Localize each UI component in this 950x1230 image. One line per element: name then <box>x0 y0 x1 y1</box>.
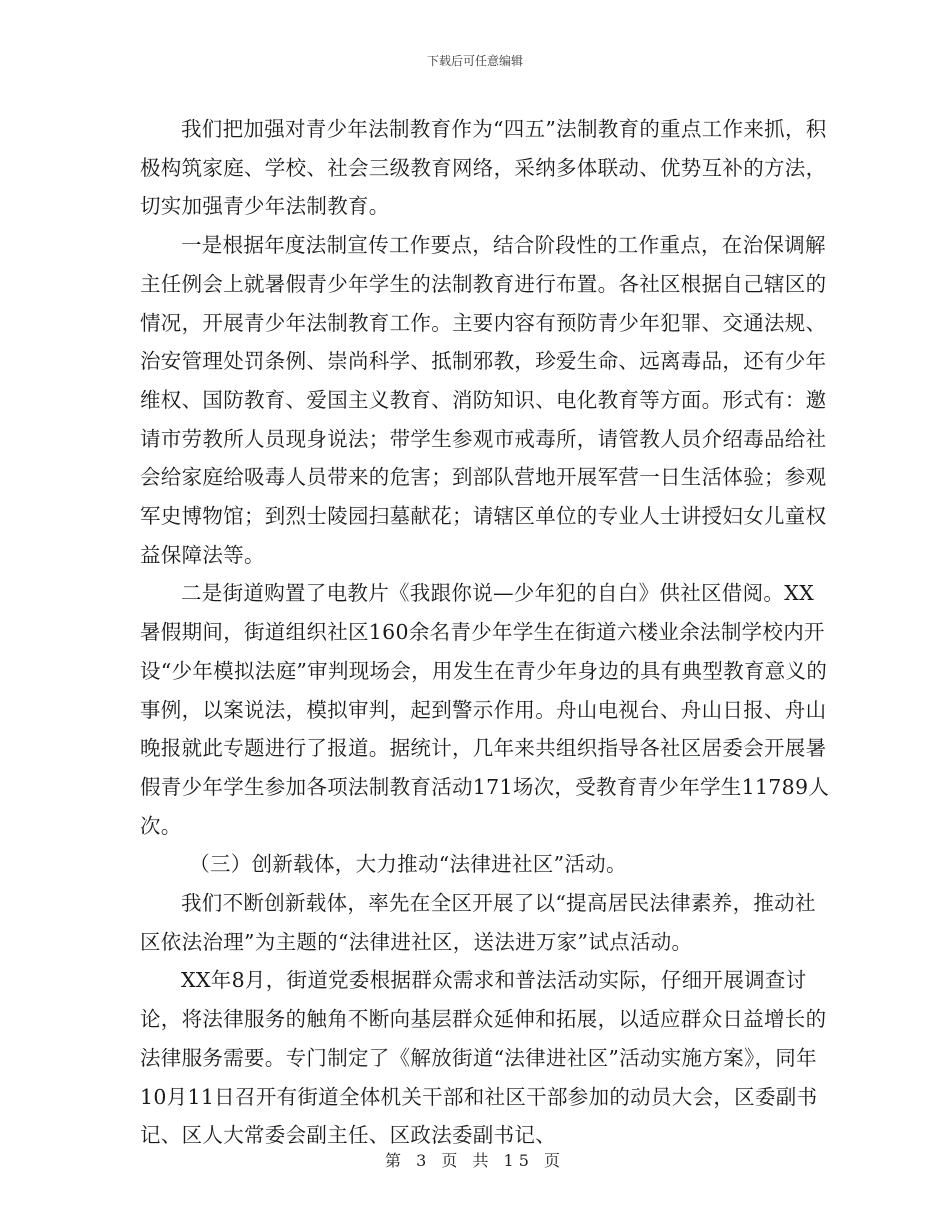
paragraph-intro: 我们把加强对青少年法制教育作为“四五”法制教育的重点工作来抓，积极构筑家庭、学校、社会三级教育网络，采纳多体联动、优势互补的方法，切实加强青少年法制教育。 <box>140 117 827 219</box>
page-header: 下载后可任意编辑 <box>426 54 523 68</box>
page-footer: 第 3 页 共 15 页 <box>385 1151 565 1170</box>
paragraph-august: XX年8月，街道党委根据群众需求和普法活动实际，仔细开展调查讨论，将法律服务的触角不断向基层群众延伸和拓展，以适应群众日益增长的法律服务需要。专门制定了《解放街道“法律进社区”活动实施方案》，同年10月11日召开有街道全体机关干部和社区干部参加的动员大会，区委副书记、区人大常委会副主任、区政法委副书记、 <box>140 968 827 1148</box>
paragraph-point-two: 二是街道购置了电教片《我跟你说—少年犯的自白》供社区借阅。XX暑假期间，街道组织社区160余名青少年学生在街道六楼业余法制学校内开设“少年模拟法庭”审判现场会，用发生在青少年身边的具有典型教育意义的事例，以案说法，模拟审判，起到警示作用。舟山电视台、舟山日报、舟山晚报就此专题进行了报道。据统计，几年来共组织指导各社区居委会开展暑假青少年学生参加各项法制教育活动171场次，受教育青少年学生11789人次。 <box>140 581 830 838</box>
paragraph-section-intro: 我们不断创新载体，率先在全区开展了以“提高居民法律素养，推动社区依法治理”为主题的“法律进社区，送法进万家”试点活动。 <box>140 891 816 954</box>
paragraph-point-one: 一是根据年度法制宣传工作要点，结合阶段性的工作重点，在治保调解主任例会上就暑假青少年学生的法制教育进行布置。各社区根据自己辖区的情况，开展青少年法制教育工作。主要内容有预防青少年犯罪、交通法规、治安管理处罚条例、崇尚科学、抵制邪教，珍爱生命、远离毒品，还有少年维权、国防教育、爱国主义教育、消防知识、电化教育等方面。形式有：邀请市劳教所人员现身说法；带学生参观市戒毒所，请管教人员介绍毒品给社会给家庭给吸毒人员带来的危害；到部队营地开展军营一日生活体验；参观军史博物馆；到烈士陵园扫墓献花；请辖区单位的专业人士讲授妇女儿童权益保障法等。 <box>140 233 827 567</box>
section-heading: （三）创新载体，大力推动“法律进社区”活动。 <box>189 852 627 877</box>
document-body <box>140 110 830 1155</box>
